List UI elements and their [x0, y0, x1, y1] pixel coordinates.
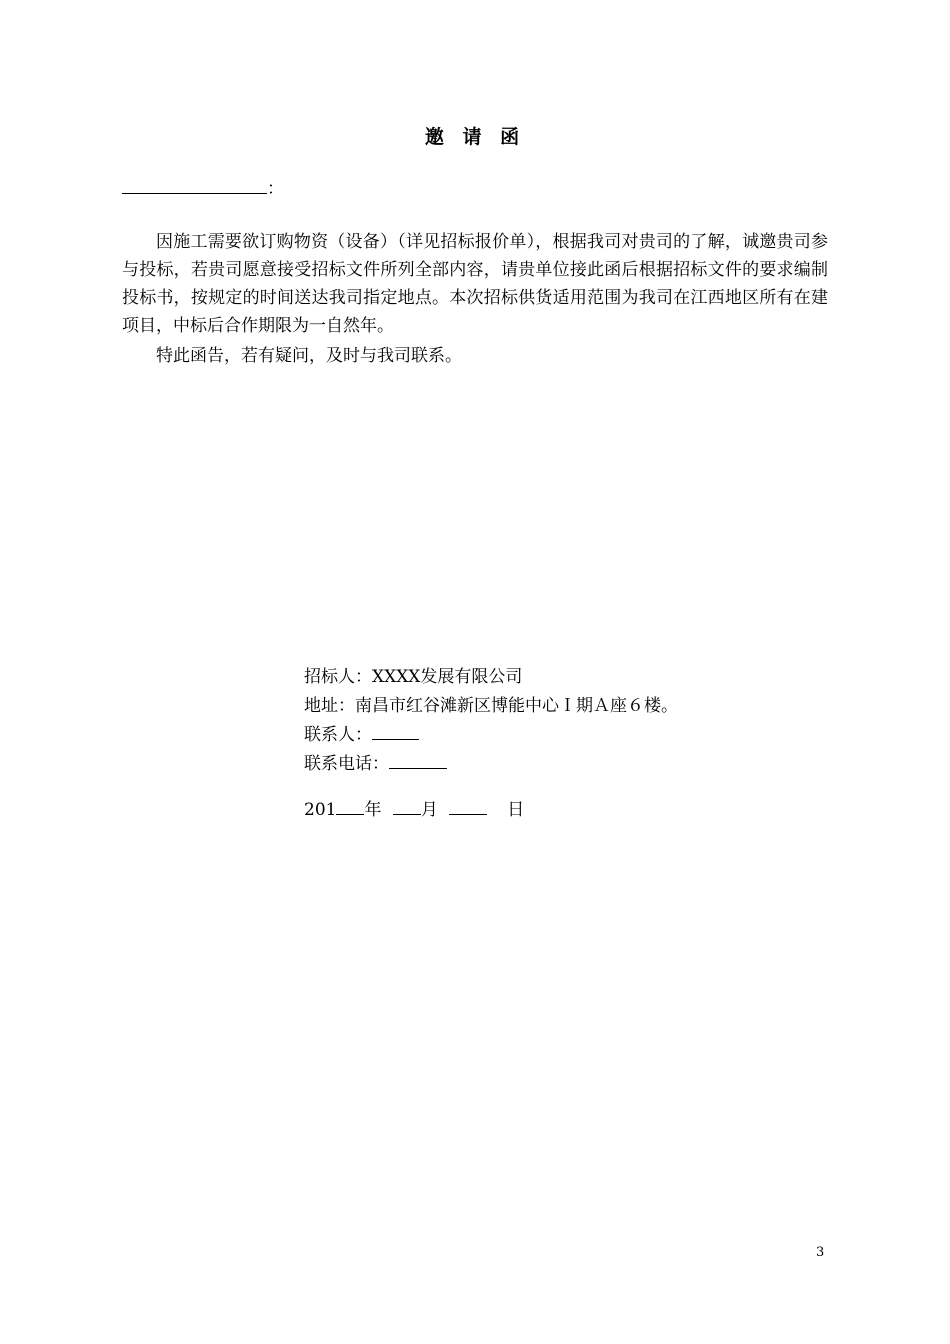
recipient-blank — [122, 178, 267, 194]
address-line: 地址：南昌市红谷滩新区博能中心Ｉ期Ａ座６楼。 — [304, 696, 678, 716]
date-day-unit: 日 — [507, 800, 525, 820]
date-year-blank — [336, 798, 364, 815]
phone-line — [304, 750, 678, 779]
salutation-colon: ： — [267, 179, 284, 199]
contact-line — [304, 721, 678, 750]
contact-label: 联系人： — [304, 725, 372, 745]
date-month-unit: 月 — [420, 800, 438, 820]
contact-blank — [372, 723, 419, 740]
closing-line: 特此函告，若有疑问，及时与我司联系。 — [156, 346, 462, 366]
phone-label: 联系电话： — [304, 754, 389, 774]
document-title: 邀 请 函 — [424, 126, 526, 148]
date-month-blank — [393, 798, 421, 815]
body-paragraph-line1: 因施工需要欲订购物资（设备）（详见招标报价单），根据我司对贵司的了解，诚邀 — [156, 232, 777, 252]
date-year-unit: 年 — [364, 800, 382, 820]
body-paragraph-rest: 贵司参与投标，若贵司愿意接受招标文件所列全部内容，请贵单位接此函后根据招标文件的要求编制投标书，按规定的时间送达我司指定地点。本次招标供货适用范围为我司在江西地区所有在建项目，中标后合作期限为一自然年。 — [122, 232, 829, 336]
bidder-line: 招标人：XXXX发展有限公司 — [304, 667, 523, 687]
phone-blank — [389, 752, 447, 769]
salutation-line — [122, 178, 284, 200]
signature-block — [304, 663, 678, 779]
body-paragraph — [122, 228, 828, 340]
date-day-blank — [449, 798, 487, 815]
date-year-prefix: 201 — [304, 800, 337, 820]
date-line — [304, 798, 524, 822]
page-number: 3 — [816, 1245, 825, 1260]
